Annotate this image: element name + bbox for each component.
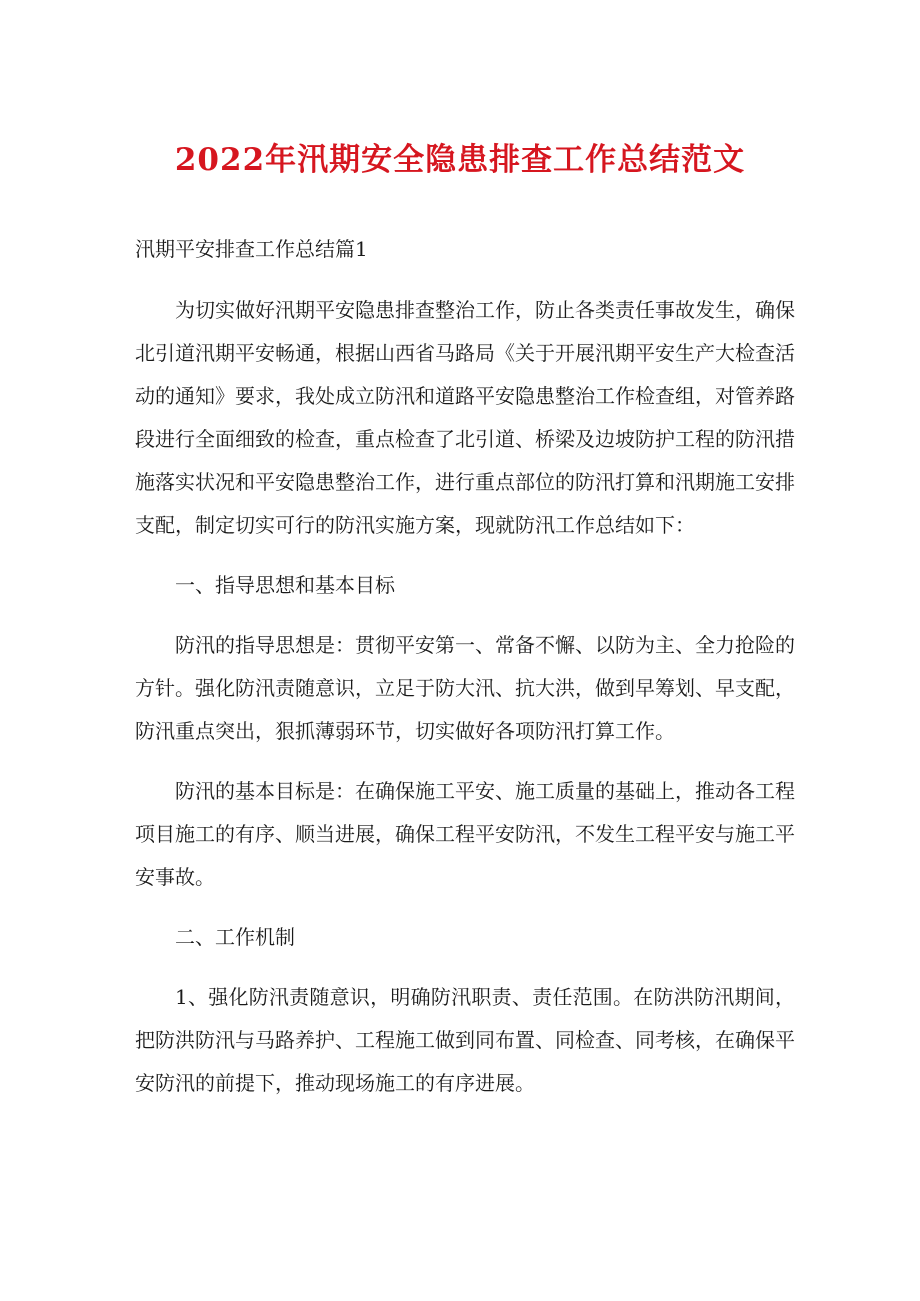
section-heading-work-mechanism: 二、工作机制 <box>175 925 295 949</box>
section-heading-guiding-principles: 一、指导思想和基本目标 <box>175 573 395 597</box>
section-subtitle: 汛期平安排查工作总结篇1 <box>135 237 368 261</box>
document-title: 2022年汛期安全隐患排查工作总结范文 <box>174 142 746 178</box>
document-body <box>135 233 795 1122</box>
paragraph-guiding-principle: 防汛的指导思想是：贯彻平安第一、常备不懈、以防为主、全力抢险的方针。强化防汛责随意识，立足于防大汛、抗大洪，做到早筹划、早支配，防汛重点突出，狠抓薄弱环节，切实做好各项防汛打算工作。 <box>135 633 795 743</box>
paragraph-mechanism-item-1: 1、强化防汛责随意识，明确防汛职责、责任范围。在防洪防汛期间，把防洪防汛与马路养护、工程施工做到同布置、同检查、同考核，在确保平安防汛的前提下，推动现场施工的有序进展。 <box>135 985 795 1095</box>
paragraph-basic-goal: 防汛的基本目标是：在确保施工平安、施工质量的基础上，推动各工程项目施工的有序、顺当进展，确保工程平安防汛，不发生工程平安与施工平安事故。 <box>135 779 795 889</box>
paragraph-intro: 为切实做好汛期平安隐患排查整治工作，防止各类责任事故发生，确保北引道汛期平安畅通，根据山西省马路局《关于开展汛期平安生产大检查活动的通知》要求，我处成立防汛和道路平安隐患整治工作检查组，对管养路段进行全面细致的检查，重点检查了北引道、桥梁及边坡防护工程的防汛措施落实状况和平安隐患整治工作，进行重点部位的防汛打算和汛期施工安排支配，制定切实可行的防汛实施方案，现就防汛工作总结如下： <box>135 298 795 537</box>
